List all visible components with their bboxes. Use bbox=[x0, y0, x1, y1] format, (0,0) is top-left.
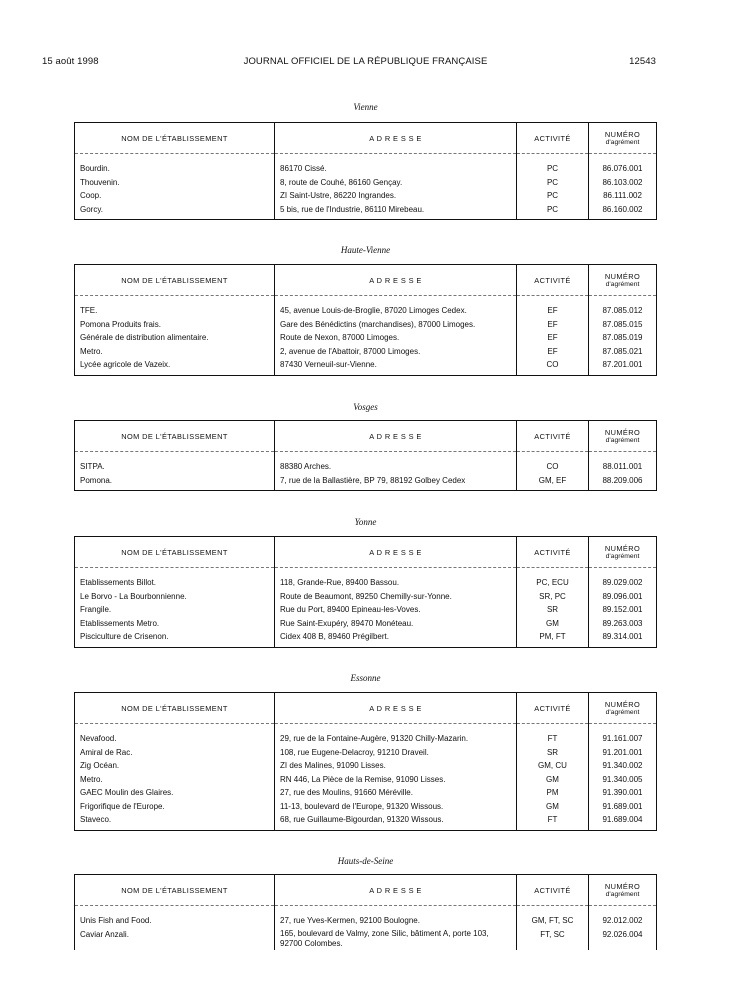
establishment-address: 7, rue de la Ballastière, BP 79, 88192 Golbey Cedex bbox=[275, 474, 517, 488]
column-header-address: A D R E S S E bbox=[275, 123, 517, 154]
column-header-number-label: NUMÉRO bbox=[604, 544, 641, 553]
establishment-activity: SR bbox=[517, 746, 589, 760]
column-header-activity: ACTIVITÉ bbox=[517, 123, 589, 154]
establishments-table-hauts-de-seine bbox=[74, 874, 657, 950]
column-header-address: A D R E S S E bbox=[275, 265, 517, 296]
table-row bbox=[75, 746, 657, 760]
column-header-address: A D R E S S E bbox=[275, 537, 517, 568]
establishments-table-haute-vienne bbox=[74, 264, 657, 376]
establishment-address: 27, rue des Moulins, 91660 Méréville. bbox=[275, 786, 517, 800]
column-header-address: A D R E S S E bbox=[275, 421, 517, 452]
table-row bbox=[75, 914, 657, 928]
table-row bbox=[75, 928, 657, 950]
approval-number: 87.085.015 bbox=[589, 318, 657, 332]
approval-number: 89.096.001 bbox=[589, 590, 657, 604]
establishment-name: TFE. bbox=[80, 306, 98, 316]
establishment-address: Cidex 408 B, 89460 Prégilbert. bbox=[275, 630, 517, 644]
approval-number: 89.152.001 bbox=[589, 603, 657, 617]
table-header-row bbox=[75, 421, 657, 452]
table-row bbox=[75, 617, 657, 631]
approval-number: 87.201.001 bbox=[589, 358, 657, 372]
establishment-address: 11-13, boulevard de l'Europe, 91320 Wissous. bbox=[275, 800, 517, 814]
column-header-number-label: NUMÉRO bbox=[604, 700, 641, 709]
establishment-name: Unis Fish and Food. bbox=[80, 916, 152, 926]
table-row bbox=[75, 630, 657, 644]
column-header-activity: ACTIVITÉ bbox=[517, 875, 589, 906]
journal-title: JOURNAL OFFICIEL DE LA RÉPUBLIQUE FRANÇAISE bbox=[243, 56, 488, 67]
approval-number: 91.689.001 bbox=[589, 800, 657, 814]
establishment-activity: GM bbox=[517, 773, 589, 787]
table-row bbox=[75, 189, 657, 203]
column-header-name: NOM DE L'ÉTABLISSEMENT bbox=[75, 421, 275, 452]
establishment-name: Frangile. bbox=[80, 605, 112, 615]
approval-number: 91.201.001 bbox=[589, 746, 657, 760]
establishment-activity: GM bbox=[517, 800, 589, 814]
establishment-address: Rue Saint-Exupéry, 89470 Monéteau. bbox=[275, 617, 517, 631]
column-header-number bbox=[589, 265, 657, 296]
establishment-name: Metro. bbox=[80, 774, 103, 784]
establishments-table-yonne bbox=[74, 536, 657, 648]
establishment-address: 5 bis, rue de l'Industrie, 86110 Mirebeau. bbox=[275, 203, 517, 217]
approval-number: 91.340.002 bbox=[589, 759, 657, 773]
establishment-address: Gare des Bénédictins (marchandises), 87000 Limoges. bbox=[275, 318, 517, 332]
region-title-vienne: Vienne bbox=[353, 102, 378, 112]
column-header-activity: ACTIVITÉ bbox=[517, 265, 589, 296]
establishment-address: 87430 Verneuil-sur-Vienne. bbox=[275, 358, 517, 372]
establishment-address: 45, avenue Louis-de-Broglie, 87020 Limoges Cedex. bbox=[275, 304, 517, 318]
establishment-name: Etablissements Billot. bbox=[80, 578, 157, 588]
approval-number: 89.263.003 bbox=[589, 617, 657, 631]
column-header-number-sub: d'agrément bbox=[605, 553, 640, 560]
establishment-address: 29, rue de la Fontaine-Augère, 91320 Chilly-Mazarin. bbox=[275, 732, 517, 746]
column-header-number-sub: d'agrément bbox=[605, 281, 640, 288]
establishment-address: ZI Saint-Ustre, 86220 Ingrandes. bbox=[275, 189, 517, 203]
table-row bbox=[75, 732, 657, 746]
establishment-activity: EF bbox=[517, 318, 589, 332]
column-header-activity: ACTIVITÉ bbox=[517, 537, 589, 568]
column-header-name: NOM DE L'ÉTABLISSEMENT bbox=[75, 537, 275, 568]
establishment-activity: SR bbox=[517, 603, 589, 617]
table-row bbox=[75, 460, 657, 474]
approval-number: 86.111.002 bbox=[589, 189, 657, 203]
column-header-number bbox=[589, 693, 657, 724]
establishment-activity: PC, ECU bbox=[517, 576, 589, 590]
establishment-name: Lycée agricole de Vazeix. bbox=[80, 360, 171, 370]
establishment-name: Coop. bbox=[80, 191, 102, 201]
column-header-address: A D R E S S E bbox=[275, 875, 517, 906]
table-row bbox=[75, 800, 657, 814]
establishment-activity: CO bbox=[517, 358, 589, 372]
column-header-number-sub: d'agrément bbox=[605, 891, 640, 898]
establishment-name: Pomona Produits frais. bbox=[80, 319, 161, 329]
table-row bbox=[75, 474, 657, 488]
table-header-row bbox=[75, 537, 657, 568]
table-row bbox=[75, 773, 657, 787]
establishment-address: 118, Grande-Rue, 89400 Bassou. bbox=[275, 576, 517, 590]
column-header-number-label: NUMÉRO bbox=[604, 882, 641, 891]
column-header-number-label: NUMÉRO bbox=[604, 272, 641, 281]
column-header-activity: ACTIVITÉ bbox=[517, 693, 589, 724]
table-header-row bbox=[75, 123, 657, 154]
table-header-row bbox=[75, 693, 657, 724]
approval-number: 87.085.021 bbox=[589, 345, 657, 359]
table-row bbox=[75, 813, 657, 827]
approval-number: 92.026.004 bbox=[589, 928, 657, 950]
approval-number: 91.340.005 bbox=[589, 773, 657, 787]
establishment-address: Rue du Port, 89400 Epineau-les-Voves. bbox=[275, 603, 517, 617]
establishment-name: Zig Océan. bbox=[80, 761, 120, 771]
approval-number: 87.085.019 bbox=[589, 331, 657, 345]
establishment-name: Nevafood. bbox=[80, 734, 117, 744]
approval-number: 86.103.002 bbox=[589, 176, 657, 190]
column-header-activity: ACTIVITÉ bbox=[517, 421, 589, 452]
establishment-address: Route de Nexon, 87000 Limoges. bbox=[275, 331, 517, 345]
table-row bbox=[75, 304, 657, 318]
table-row bbox=[75, 203, 657, 217]
establishment-address: RN 446, La Pièce de la Remise, 91090 Lisses. bbox=[275, 773, 517, 787]
approval-number: 86.076.001 bbox=[589, 162, 657, 176]
establishment-activity: GM, FT, SC bbox=[517, 914, 589, 928]
establishment-address: 2, avenue de l'Abattoir, 87000 Limoges. bbox=[275, 345, 517, 359]
column-header-number-label: NUMÉRO bbox=[604, 130, 641, 139]
column-header-number-sub: d'agrément bbox=[605, 139, 640, 146]
table-row bbox=[75, 576, 657, 590]
column-header-number bbox=[589, 875, 657, 906]
table-row bbox=[75, 759, 657, 773]
approval-number: 86.160.002 bbox=[589, 203, 657, 217]
establishment-name: Pomona. bbox=[80, 475, 113, 485]
establishment-address: 8, route de Couhé, 86160 Gençay. bbox=[275, 176, 517, 190]
establishment-name: Caviar Anzali. bbox=[80, 929, 129, 939]
establishment-name: SITPA. bbox=[80, 462, 105, 472]
establishment-address: 86170 Cissé. bbox=[275, 162, 517, 176]
establishment-name: Staveco. bbox=[80, 815, 112, 825]
establishment-name: Gorcy. bbox=[80, 204, 103, 214]
table-row bbox=[75, 603, 657, 617]
establishment-address: 88380 Arches. bbox=[275, 460, 517, 474]
establishment-address: 27, rue Yves-Kermen, 92100 Boulogne. bbox=[275, 914, 517, 928]
establishment-activity: PC bbox=[517, 176, 589, 190]
page-number: 12543 bbox=[629, 56, 656, 67]
region-title-haute-vienne: Haute-Vienne bbox=[340, 245, 391, 255]
establishment-activity: PC bbox=[517, 203, 589, 217]
establishment-activity: CO bbox=[517, 460, 589, 474]
table-row bbox=[75, 345, 657, 359]
establishment-address: 108, rue Eugene-Delacroy, 91210 Draveil. bbox=[275, 746, 517, 760]
region-title-yonne: Yonne bbox=[354, 517, 377, 527]
approval-number: 91.161.007 bbox=[589, 732, 657, 746]
approval-number: 91.689.004 bbox=[589, 813, 657, 827]
establishment-address: 165, boulevard de Valmy, zone Silic, bâtiment A, porte 103, 92700 Colombes. bbox=[275, 928, 517, 950]
establishment-activity: PM, FT bbox=[517, 630, 589, 644]
establishment-activity: EF bbox=[517, 345, 589, 359]
establishments-table-vienne bbox=[74, 122, 657, 220]
establishment-name: Amiral de Rac. bbox=[80, 747, 133, 757]
establishment-name: Bourdin. bbox=[80, 164, 110, 174]
establishment-name: Le Borvo - La Bourbonnienne. bbox=[80, 591, 187, 601]
establishment-name: Pisciculture de Crisenon. bbox=[80, 632, 169, 642]
column-header-name: NOM DE L'ÉTABLISSEMENT bbox=[75, 875, 275, 906]
column-header-address: A D R E S S E bbox=[275, 693, 517, 724]
column-header-number-sub: d'agrément bbox=[605, 709, 640, 716]
approval-number: 92.012.002 bbox=[589, 914, 657, 928]
establishment-activity: PC bbox=[517, 189, 589, 203]
region-title-vosges: Vosges bbox=[353, 402, 378, 412]
establishment-name: Metro. bbox=[80, 346, 103, 356]
column-header-number-label: NUMÉRO bbox=[604, 428, 641, 437]
establishment-activity: FT bbox=[517, 813, 589, 827]
approval-number: 89.314.001 bbox=[589, 630, 657, 644]
establishment-address: ZI des Malines, 91090 Lisses. bbox=[275, 759, 517, 773]
column-header-name: NOM DE L'ÉTABLISSEMENT bbox=[75, 693, 275, 724]
approval-number: 88.209.006 bbox=[589, 474, 657, 488]
approval-number: 89.029.002 bbox=[589, 576, 657, 590]
establishment-address: 68, rue Guillaume-Bigourdan, 91320 Wissous. bbox=[275, 813, 517, 827]
establishment-activity: SR, PC bbox=[517, 590, 589, 604]
table-row bbox=[75, 318, 657, 332]
establishment-activity: PM bbox=[517, 786, 589, 800]
column-header-number bbox=[589, 421, 657, 452]
establishment-activity: EF bbox=[517, 304, 589, 318]
establishment-name: GAEC Moulin des Glaires. bbox=[80, 788, 174, 798]
establishment-activity: FT, SC bbox=[517, 928, 589, 950]
column-header-number-sub: d'agrément bbox=[605, 437, 640, 444]
column-header-number bbox=[589, 123, 657, 154]
table-row bbox=[75, 590, 657, 604]
establishments-table-vosges bbox=[74, 420, 657, 491]
region-title-essonne: Essonne bbox=[350, 673, 381, 683]
region-title-hauts-de-seine: Hauts-de-Seine bbox=[337, 856, 394, 866]
column-header-name: NOM DE L'ÉTABLISSEMENT bbox=[75, 265, 275, 296]
establishment-activity: GM, CU bbox=[517, 759, 589, 773]
approval-number: 91.390.001 bbox=[589, 786, 657, 800]
approval-number: 88.011.001 bbox=[589, 460, 657, 474]
establishment-activity: FT bbox=[517, 732, 589, 746]
table-header-row bbox=[75, 875, 657, 906]
publication-date: 15 août 1998 bbox=[42, 56, 99, 67]
establishment-name: Générale de distribution alimentaire. bbox=[80, 333, 209, 343]
table-row bbox=[75, 358, 657, 372]
establishment-activity: EF bbox=[517, 331, 589, 345]
establishment-name: Thouvenin. bbox=[80, 177, 120, 187]
establishment-address: Route de Beaumont, 89250 Chemilly-sur-Yonne. bbox=[275, 590, 517, 604]
establishment-name: Frigorifique de l'Europe. bbox=[80, 801, 165, 811]
establishments-table-essonne bbox=[74, 692, 657, 831]
establishment-activity: GM, EF bbox=[517, 474, 589, 488]
page-header bbox=[0, 56, 731, 70]
establishment-activity: GM bbox=[517, 617, 589, 631]
table-header-row bbox=[75, 265, 657, 296]
table-row bbox=[75, 162, 657, 176]
establishment-name: Etablissements Metro. bbox=[80, 618, 160, 628]
table-row bbox=[75, 176, 657, 190]
table-row bbox=[75, 786, 657, 800]
establishment-activity: PC bbox=[517, 162, 589, 176]
table-row bbox=[75, 331, 657, 345]
approval-number: 87.085.012 bbox=[589, 304, 657, 318]
column-header-number bbox=[589, 537, 657, 568]
column-header-name: NOM DE L'ÉTABLISSEMENT bbox=[75, 123, 275, 154]
